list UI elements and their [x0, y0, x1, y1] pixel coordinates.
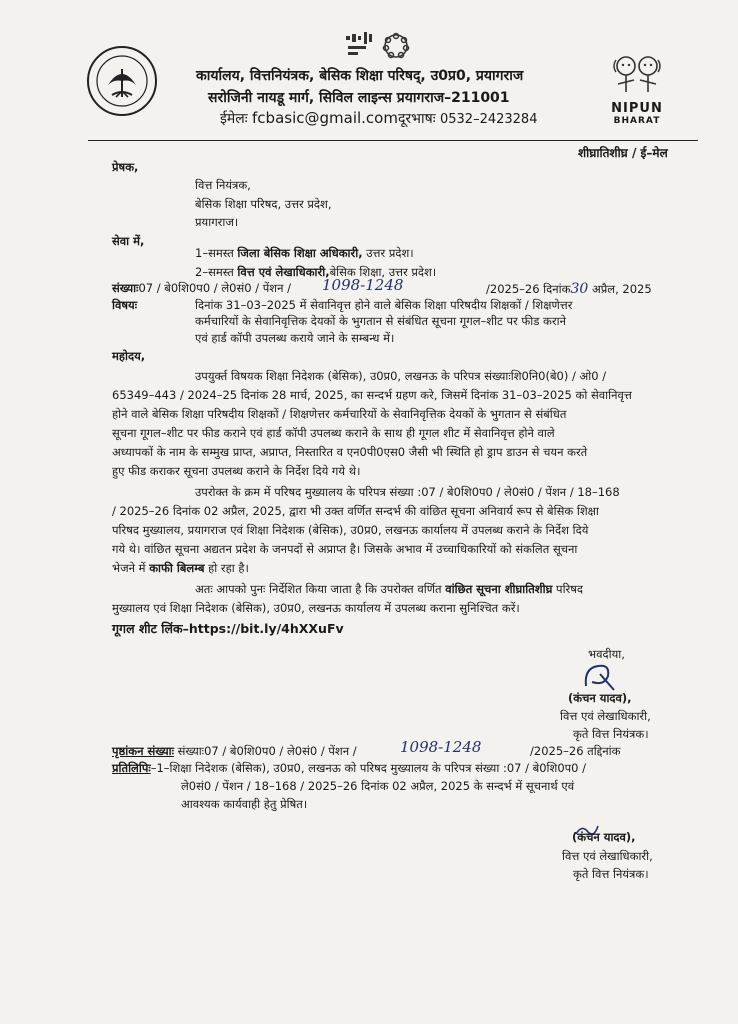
- subject-line-1: दिनांक 31–03–2025 में सेवानिवृत्त होने वाले बेसिक शिक्षा परिषदीय शिक्षकों / शिक्षणेत्तर: [195, 298, 573, 312]
- nipun-bharat-logo: [604, 52, 670, 134]
- para2-line-4: गये थे। वांछित सूचना अद्यतन प्रदेश के जनपदों से अप्राप्त है। जिसके अभाव में उच्चाधिकारियों को संकलित सूचना: [112, 542, 578, 556]
- copy-label: प्रतिलिपिः: [112, 761, 151, 775]
- signatory-1-designation: वित्त एवं लेखाधिकारी,: [560, 709, 651, 723]
- office-name-line: कार्यालय, वित्तनियंत्रक, बेसिक शिक्षा परिषद्, उ0प्र0, प्रयागराज: [196, 68, 524, 84]
- para1-line-6: हुए फीड कराकर सूचना उपलब्ध कराने के निर्देश दिये गये थे।: [112, 464, 361, 478]
- email-address: fcbasic@gmail.com: [252, 109, 398, 127]
- para1-line-3: होने वाले बेसिक शिक्षा परिषदीय शिक्षकों / शिक्षणेत्तर कर्मचारियों के सेवानिवृत्तिक देयकों के भुगतान से संबंधित: [112, 407, 567, 421]
- google-sheet-link[interactable]: https://bit.ly/4hXXuFv: [188, 621, 344, 636]
- para1-line-4: सूचना गूगल–शीट पर फीड कराने एवं हार्ड कॉपी उपलब्ध कराने के साथ ही गूगल शीट में सेवानिवृत्त होने वाले: [112, 426, 555, 440]
- reference-label: संख्याः: [112, 281, 139, 295]
- copy-line-1: प्रतिलिपिः–1–शिक्षा निदेशक (बेसिक), उ0प्र0, लखनऊ को परिषद मुख्यालय के परिपत्र संख्या :07 / बे0शि0प0 /: [112, 761, 587, 775]
- up-government-seal-icon: [86, 45, 158, 117]
- contact-line: [220, 109, 537, 128]
- para2-line-5: भेजने में काफी बिलम्ब हो रहा है।: [112, 561, 249, 575]
- copy-line-3: आवश्यक कार्यवाही हेतु प्रेषित।: [181, 797, 308, 811]
- phone-label: दूरभाषः: [397, 111, 436, 127]
- recipient-2: 2–समस्त वित्त एवं लेखाधिकारी,बेसिक शिक्षा, उत्तर प्रदेश।: [195, 265, 437, 279]
- recipient-1: 1–समस्त जिला बेसिक शिक्षा अधिकारी, उत्तर प्रदेश।: [195, 246, 414, 260]
- closing: भवदीया,: [588, 647, 625, 661]
- reference-prefix: 07 / बे0शि0प0 / ले0सं0 / पेंशन /: [138, 281, 291, 295]
- subject-label: विषयः: [112, 298, 138, 312]
- priority-mark: शीघ्रातिशीघ्र / ई–मेल: [578, 146, 668, 160]
- copy-line-2: ले0सं0 / पेंशन / 18–168 / 2025–26 दिनांक 02 अप्रैल, 2025 के सन्दर्भ में सूचनार्थ एवं: [181, 779, 575, 793]
- google-sheet-link-label: गूगल शीट लिंक–: [112, 621, 189, 636]
- para2-line-1: उपरोक्त के क्रम में परिषद मुख्यालय के परिपत्र संख्या :07 / बे0शि0प0 / ले0सं0 / पेंशन / 18–168: [195, 485, 620, 499]
- handwritten-endorsement-number: 1098-1248: [400, 738, 482, 756]
- sender-line-1: वित्त नियंत्रक,: [195, 178, 251, 192]
- email-label: ईमेलः: [220, 111, 248, 127]
- para2-line-3: परिषद मुख्यालय, प्रयागराज एवं शिक्षा निदेशक (बेसिक), उ0प्र0, लखनऊ कार्यालय में उपलब्ध कराने के निर्देश दिये: [112, 523, 589, 537]
- bharat-text: BHARAT: [613, 116, 661, 126]
- para2-line-2: / 2025–26 दिनांक 02 अप्रैल, 2025, द्वारा भी उक्त वर्णित सन्दर्भ की वांछित सूचना अनिवार्य रूप से बेसिक शिक्षा: [112, 504, 599, 518]
- para3-line-1: अतः आपको पुनः निर्देशित किया जाता है कि उपरोक्त वर्णित वांछित सूचना शीघ्रातिशीघ्र परिषद: [195, 582, 584, 596]
- endorsement-line: [112, 744, 357, 759]
- recipients-label: सेवा में,: [112, 234, 145, 248]
- sender-line-3: प्रयागराज।: [195, 215, 239, 229]
- google-sheet-link-row: [112, 620, 344, 637]
- reference-line: [112, 281, 291, 296]
- sender-line-2: बेसिक शिक्षा परिषद, उत्तर प्रदेश,: [195, 197, 332, 211]
- signatory-1-on-behalf: कृते वित्त नियंत्रक।: [573, 727, 649, 741]
- endorsement-label: पृष्ठांकन संख्याः: [112, 744, 174, 758]
- handwritten-day: 30: [570, 281, 589, 297]
- nipun-text: NIPUN: [611, 101, 663, 116]
- reference-date: /2025–26 दिनांक30 अप्रैल, 2025: [486, 281, 652, 297]
- children-figures-icon: [604, 52, 670, 98]
- endorsement-prefix: संख्याः07 / बे0शि0प0 / ले0सं0 / पेंशन /: [177, 744, 357, 758]
- basic-education-emblem-icon: [340, 30, 416, 64]
- subject-line-3: एवं हार्ड कॉपी उपलब्ध कराये जाने के सम्बन्ध में।: [195, 331, 395, 345]
- salutation: महोदय,: [112, 349, 146, 363]
- sender-label: प्रेषक,: [112, 160, 139, 174]
- endorsement-suffix: /2025–26 तद्दिनांक: [530, 744, 621, 758]
- signatory-1-name: (कंचन यादव),: [568, 691, 632, 705]
- para1-line-1: उपयुर्क्त विषयक शिक्षा निदेशक (बेसिक), उ0प्र0, लखनऊ के परिपत्र संख्याःशि0नि0(बे0) / ओ0 /: [195, 369, 607, 383]
- signatory-2-on-behalf: कृते वित्त नियंत्रक।: [573, 867, 649, 881]
- handwritten-letter-number: 1098-1248: [322, 276, 404, 294]
- para1-line-5: अध्यापकों के नाम के सम्मुख प्राप्त, अप्राप्त, निस्तारित व एन0पी0एस0 जैसी भी स्थिति हो ड्राप डाउन से चयन करते: [112, 445, 588, 459]
- office-address-line: सरोजिनी नायडू मार्ग, सिविल लाइन्स प्रयागराज–211001: [208, 90, 510, 106]
- signatory-2-name: (कंचन यादव),: [572, 830, 636, 844]
- subject-line-2: कर्मचारियों के सेवानिवृत्तिक देयकों के भुगतान से संबंधित सूचना गूगल–शीट पर फीड कराने: [195, 314, 566, 328]
- para1-line-2: 65349–443 / 2024–25 दिनांक 28 मार्च, 2025, का सन्दर्भ ग्रहण करे, जिसमें दिनांक 31–03–2025 को सेवानिवृत्त: [112, 388, 632, 402]
- phone-number: 0532–2423284: [439, 112, 538, 127]
- para3-line-2: मुख्यालय एवं शिक्षा निदेशक (बेसिक), उ0प्र0, लखनऊ कार्यालय में उपलब्ध कराना सुनिश्चित करें।: [112, 601, 520, 615]
- header-divider: [88, 140, 698, 141]
- signature-1-icon: [580, 660, 620, 694]
- signatory-2-designation: वित्त एवं लेखाधिकारी,: [562, 849, 653, 863]
